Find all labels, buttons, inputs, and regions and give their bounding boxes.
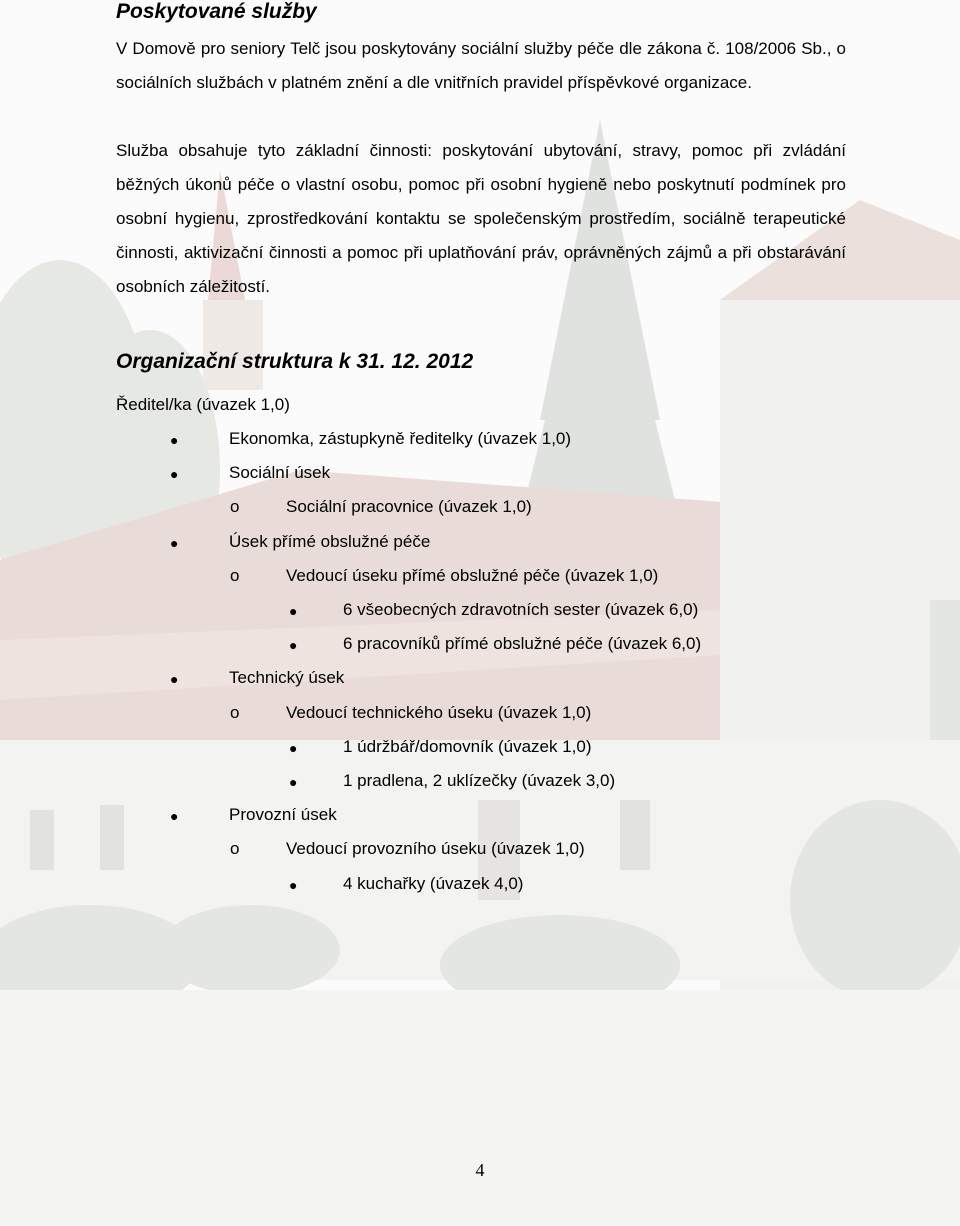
- org-item-level-1: Technický úsek: [229, 668, 345, 687]
- org-item-level-3: 4 kuchařky (úvazek 4,0): [343, 874, 524, 893]
- bullet-marker: ●: [289, 637, 298, 653]
- org-item-level-1: Provozní úsek: [229, 805, 337, 824]
- bullet-marker: ●: [170, 671, 179, 687]
- page-number: 4: [475, 1160, 485, 1180]
- bullet-marker: ●: [170, 432, 179, 448]
- section-title-org-structure: Organizační struktura k 31. 12. 2012: [116, 350, 474, 373]
- bullet-marker: ●: [289, 740, 298, 756]
- circle-marker: o: [230, 839, 240, 858]
- org-item-level-1: Úsek přímé obslužné péče: [229, 532, 431, 551]
- org-item-level-1: Ekonomka, zástupkyně ředitelky (úvazek 1,0): [229, 429, 572, 448]
- org-item-level-3: 6 všeobecných zdravotních sester (úvazek 6,0): [343, 600, 699, 619]
- section-title-services: Poskytované služby: [116, 0, 317, 23]
- org-item-level-2: Vedoucí provozního úseku (úvazek 1,0): [286, 839, 585, 858]
- bullet-marker: ●: [170, 466, 179, 482]
- org-item-level-3: 1 pradlena, 2 uklízečky (úvazek 3,0): [343, 771, 616, 790]
- bullet-marker: ●: [289, 603, 298, 619]
- circle-marker: o: [230, 566, 240, 585]
- paragraph-services-activities: Služba obsahuje tyto základní činnosti: poskytování ubytování, stravy, pomoc při zvládání běžných úkonů péče o vlastní osobu, pomoc při osobní hygieně nebo poskytnutí podmínek pro osobní hygienu, zprostředkování kontaktu se společenským prostředím, sociálně terapeutické činnosti, aktivizační činnosti a pomoc při uplatňování práv, oprávněných zájmů a při obstarávání osobních záležitostí.: [116, 141, 846, 296]
- org-root-director: Ředitel/ka (úvazek 1,0): [116, 395, 290, 414]
- org-item-level-2: Vedoucí úseku přímé obslužné péče (úvazek 1,0): [286, 566, 659, 585]
- circle-marker: o: [230, 497, 240, 516]
- org-item-level-3: 1 údržbář/domovník (úvazek 1,0): [343, 737, 592, 756]
- org-item-level-2: Vedoucí technického úseku (úvazek 1,0): [286, 703, 592, 722]
- bullet-marker: ●: [289, 774, 298, 790]
- org-item-level-1: Sociální úsek: [229, 463, 331, 482]
- circle-marker: o: [230, 703, 240, 722]
- org-item-level-3: 6 pracovníků přímé obslužné péče (úvazek 6,0): [343, 634, 702, 653]
- bullet-marker: ●: [170, 535, 179, 551]
- bullet-marker: ●: [289, 877, 298, 893]
- org-item-level-2: Sociální pracovnice (úvazek 1,0): [286, 497, 532, 516]
- bullet-marker: ●: [170, 808, 179, 824]
- paragraph-services-intro: V Domově pro seniory Telč jsou poskytovány sociální služby péče dle zákona č. 108/2006 Sb., o sociálních službách v platném znění a dle vnitřních pravidel příspěvkové organizace.: [116, 39, 846, 92]
